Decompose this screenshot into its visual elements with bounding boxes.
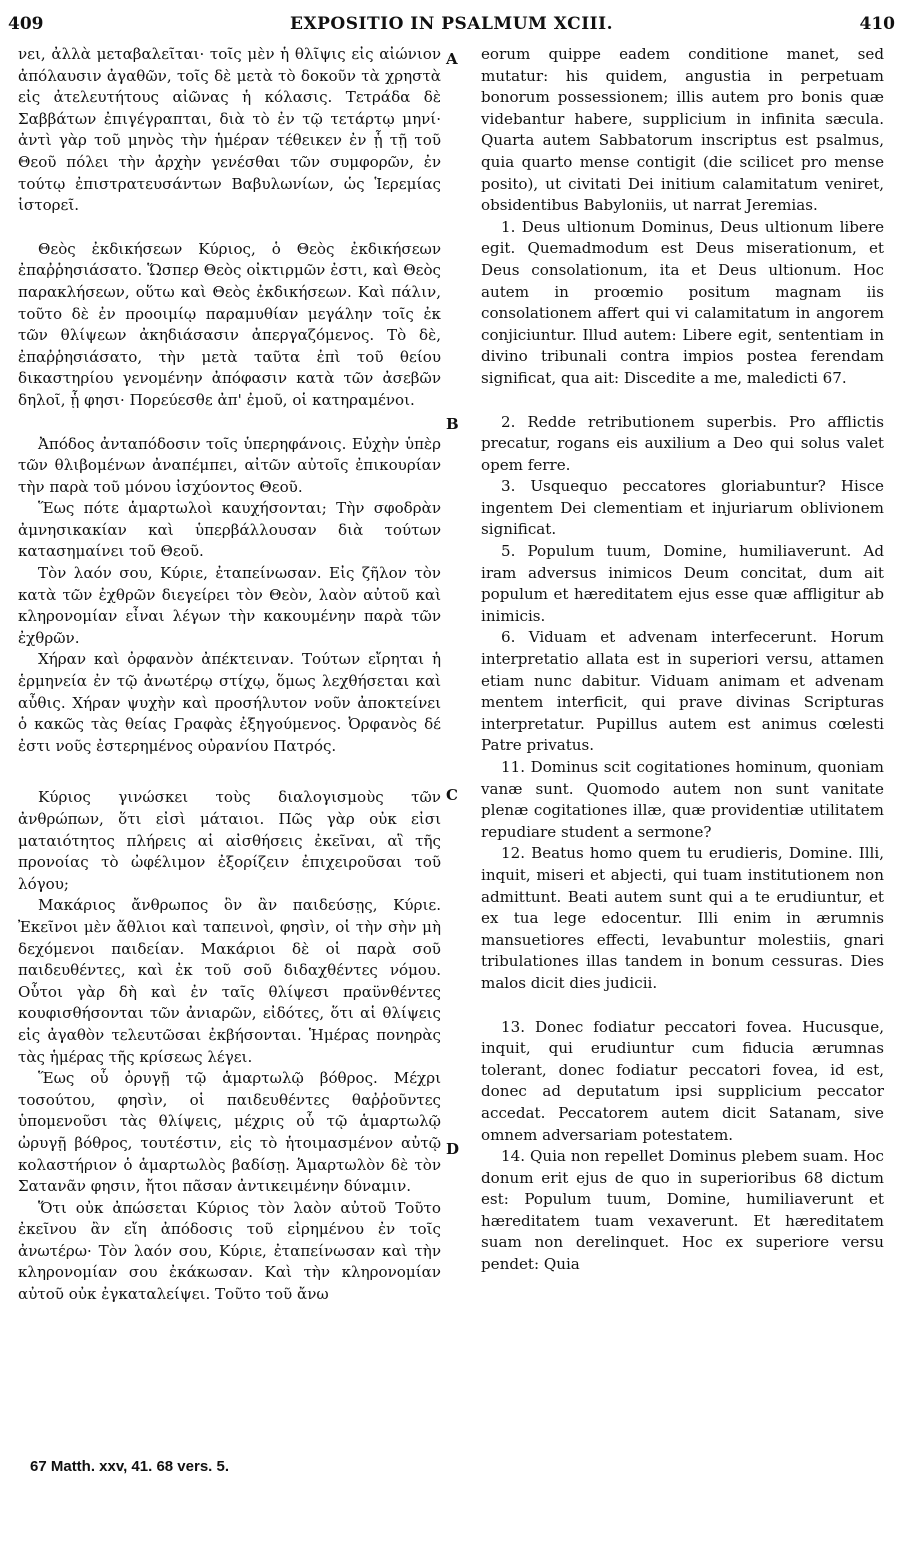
greek-paragraph: Ἕως πότε ἁμαρτωλοὶ καυχήσονται; Τὴν σφοδρὰν ἀμνησικακίαν καὶ ὑπερβάλλουσαν διὰ τούτων κατασημαίνει τοῦ Θεοῦ.	[18, 499, 441, 561]
latin-paragraph: eorum quippe eadem conditione manet, sed mutatur: his quidem, angustia in perpetuam bonorum possessionem; illis autem pro bonis quæ videbantur habere, supplicium in infinita sæcula. Quarta autem Sabbatorum inscriptus est psalmus, quia quarto mense contigit (die scilicet pro mense posito), ut civitati Dei initium calamitatum veniret, obsidentibus Babyloniis, ut narrat Jeremias.	[481, 45, 884, 215]
footnotes: 67 Matth. xxv, 41. 68 vers. 5.	[30, 1458, 230, 1475]
page-number-left: 409	[8, 14, 44, 34]
latin-column	[481, 44, 884, 1276]
greek-paragraph: Τὸν λαόν σου, Κύριε, ἐταπείνωσαν. Εἰς ζῆλον τὸν κατὰ τῶν ἐχθρῶν διεγείρει τὸν Θεὸν, λαὸν αὐτοῦ καὶ κληρονομίαν εἶναι λέγων τὴν κακουμένην παρὰ τῶν ἐχθρῶν.	[18, 564, 441, 647]
latin-paragraph: 6. Viduam et advenam interfecerunt. Horum interpretatio allata est in superiori versu, attamen etiam nunc dabitur. Viduam animam et advenam mentem interficit, qui prave divinas Scripturas interpretatur. Pupillus autem est animus cœlesti Patre privatus.	[481, 628, 884, 755]
greek-paragraph: Θεὸς ἐκδικήσεων Κύριος, ὁ Θεὸς ἐκδικήσεων ἐπαῤῥησιάσατο. Ὥσπερ Θεὸς οἰκτιρμῶν ἐστι, καὶ Θεὸς παρακλήσεων, οὕτω καὶ Θεὸς ἐκδικήσεων. Καὶ πάλιν, τοῦτο δὲ ἐν προοιμίῳ παραμυθίαν μεγάλην τοῖς ἐκ τῶν θλίψεων ἀκηδιάσασιν ἀπεργαζόμενος. Τὸ δὲ, ἐπαῤῥησιάσατο, τὴν μετὰ ταῦτα ἐπὶ τοῦ θείου δικαστηρίου γενομένην ἀπόφασιν κατὰ τῶν ἀσεβῶν δηλοῖ, ᾗ φησι· Πορεύεσθε ἀπ' ἐμοῦ, οἱ κατηραμένοι.	[18, 239, 441, 409]
page-header	[0, 14, 903, 38]
margin-marker-d: D	[446, 1140, 460, 1158]
page-number-right: 410	[859, 14, 895, 34]
margin-marker-a: A	[446, 50, 458, 68]
latin-paragraph: 5. Populum tuum, Domine, humiliaverunt. Ad iram adversus inimicos Deum concitat, dum ait populum et hæreditatem ejus esse quæ affligitur ab inimicis.	[481, 542, 884, 625]
greek-paragraph: Ὅτι οὐκ ἀπώσεται Κύριος τὸν λαὸν αὐτοῦ Τοῦτο ἐκεῖνου ἂν εἴη ἀπόδοσις τοῦ εἰρημένου ἐν τοῖς ἀνωτέρω· Τὸν λαόν σου, Κύριε, ἐταπείνωσαν καὶ τὴν κληρονομίαν σου ἐκάκωσαν. Καὶ τὴν κληρονομίαν αὐτοῦ οὐκ ἐγκαταλείψει. Τοῦτο τοῦ ἄνω	[18, 1198, 441, 1304]
latin-paragraph: 13. Donec fodiatur peccatori fovea. Hucusque, inquit, qui erudiuntur cum fiducia ærumnas tolerant, donec fodiatur peccatori fovea, id est, donec ad deputatum ipsi supplicium peccator accedat. Peccatorem autem dicit Satanam, sive omnem adversariam potestatem.	[481, 1017, 884, 1144]
greek-paragraph: Μακάριος ἄνθρωπος ὃν ἂν παιδεύσῃς, Κύριε. Ἐκεῖνοι μὲν ἄθλιοι καὶ ταπεινοὶ, φησὶν, οἱ τὴν σὴν μὴ δεχόμενοι παιδείαν. Μακάριοι δὲ οἱ παρὰ σοῦ παιδευθέντες, καὶ ἐκ τοῦ σοῦ διδαχθέντες νόμου. Οὗτοι γὰρ δὴ καὶ ἐν ταῖς θλίψεσι πραϋνθέντες κουφισθήσονται τῶν ἀνιαρῶν, εἰδότες, ὅτι αἱ θλίψεις εἰς ἀγαθὸν τελευτῶσαι ἐκβήσονται. Ἡμέρας πονηρὰς τὰς ἡμέρας τῆς κρίσεως λέγει.	[18, 896, 441, 1066]
margin-marker-b: B	[446, 415, 459, 433]
greek-paragraph: Κύριος γινώσκει τοὺς διαλογισμοὺς τῶν ἀνθρώπων, ὅτι εἰσὶ μάταιοι. Πῶς γὰρ οὐκ εἰσι ματαιότητος πλήρεις αἱ αἰσθήσεις ἐκεῖναι, αἳ τῆς προνοίας τὸ ὠφέλιμον ἐξορίζειν ἐπιχειροῦσαι τοῦ λόγου;	[18, 788, 441, 893]
running-title: EXPOSITIO IN PSALMUM XCIII.	[290, 14, 613, 34]
greek-paragraph: Χήραν καὶ ὀρφανὸν ἀπέκτειναν. Τούτων εἴρηται ἡ ἑρμηνεία ἐν τῷ ἀνωτέρῳ στίχῳ, ὅμως λεχθήσεται καὶ αὖθις. Χήραν ψυχὴν καὶ προσήλυτον νοῦν ἀποκτείνει ὁ κακῶς τὰς θείας Γραφὰς ἐξηγούμενος. Ὀρφανὸς δέ ἐστι νοῦς ἐστερημένος οὐρανίου Πατρός.	[18, 650, 441, 755]
greek-column	[18, 44, 441, 1306]
latin-paragraph: 3. Usquequo peccatores gloriabuntur? Hisce ingentem Dei clementiam et injuriarum oblivionem significat.	[481, 477, 884, 539]
latin-paragraph: 14. Quia non repellet Dominus plebem suam. Hoc donum erit ejus de quo in superioribus 68 dictum est: Populum tuum, Domine, humiliaverunt et hæreditatem tuam vexaverunt. Et hæreditatem suam non derelinquet. Hoc ex superiore versu pendet: Quia	[481, 1147, 884, 1274]
latin-paragraph: 1. Deus ultionum Dominus, Deus ultionum libere egit. Quemadmodum est Deus miserationum, et Deus consolationum, ita et Deus ultionum. Hoc autem in proœmio positum magnam iis consolationem affert qui vi calamitatum in angorem conjiciuntur. Illud autem: Libere egit, sententiam in divino tribunali contra impios postea ferendam significat, qua ait: Discedite a me, maledicti 67.	[481, 217, 884, 387]
greek-paragraph: Ἀπόδος ἀνταπόδοσιν τοῖς ὑπερηφάνοις. Εὐχὴν ὑπὲρ τῶν θλιβομένων ἀναπέμπει, αἰτῶν αὐτοῖς ἐπικουρίαν τὴν παρὰ τοῦ μόνου ἰσχύοντος Θεοῦ.	[18, 434, 441, 496]
latin-paragraph: 12. Beatus homo quem tu erudieris, Domine. Illi, inquit, miseri et abjecti, qui tuam institutionem non admittunt. Beati autem sunt qui a te erudiuntur, et ex tua lege edocentur. Illi enim in ærumnis mansuetiores effecti, levabuntur molestiis, gnari tribulationes illas tandem in bonum cessuras. Dies malos dicit dies judicii.	[481, 844, 884, 992]
margin-marker-c: C	[446, 786, 458, 804]
greek-paragraph: Ἕως οὗ ὀρυγῇ τῷ ἁμαρτωλῷ βόθρος. Μέχρι τοσούτου, φησὶν, οἱ παιδευθέντες θαῤῥοῦντες ὑπομενοῦσι τὰς θλίψεις, μέχρις οὗ τῷ ἁμαρτωλῷ ὠρυγῇ βόθρος, τουτέστιν, εἰς τὸ ἡτοιμασμένον αὐτῷ κολαστήριον ὁ ἁμαρτωλὸς βαδίσῃ. Ἁμαρτωλὸν δὲ τὸν Σατανᾶν φησιν, ἤτοι πᾶσαν ἀντικειμένην δύναμιν.	[18, 1069, 441, 1196]
latin-paragraph: 2. Redde retributionem superbis. Pro afflictis precatur, rogans eis auxilium a Deo qui solus valet opem ferre.	[481, 412, 884, 474]
latin-paragraph: 11. Dominus scit cogitationes hominum, quoniam vanæ sunt. Quomodo autem non sunt vanitate plenæ cogitationes illæ, quæ providentiæ utilitatem repudiare student a sermone?	[481, 758, 884, 841]
greek-paragraph: νει, ἀλλὰ μεταβαλεῖται· τοῖς μὲν ἡ θλῖψις εἰς αἰώνιον ἀπόλαυσιν ἀγαθῶν, τοῖς δὲ μετὰ τὸ δοκοῦν τὰ χρηστὰ εἰς ἀτελευτήτους αἰῶνας ἡ κόλασις. Τετράδα δὲ Σαββάτων ἐπιγέγραπται, διὰ τὸ ἐν τῷ τετάρτῳ μηνί· ἀντὶ γὰρ τοῦ μηνὸς τὴν ἡμέραν τέθεικεν ἐν ᾗ τῇ τοῦ Θεοῦ πόλει τὴν ἀρχὴν γενέσθαι τῶν συμφορῶν, ἐν τούτῳ ἐπιστρατευσάντων Βαβυλωνίων, ὡς Ἱερεμίας ἱστορεῖ.	[18, 45, 441, 215]
